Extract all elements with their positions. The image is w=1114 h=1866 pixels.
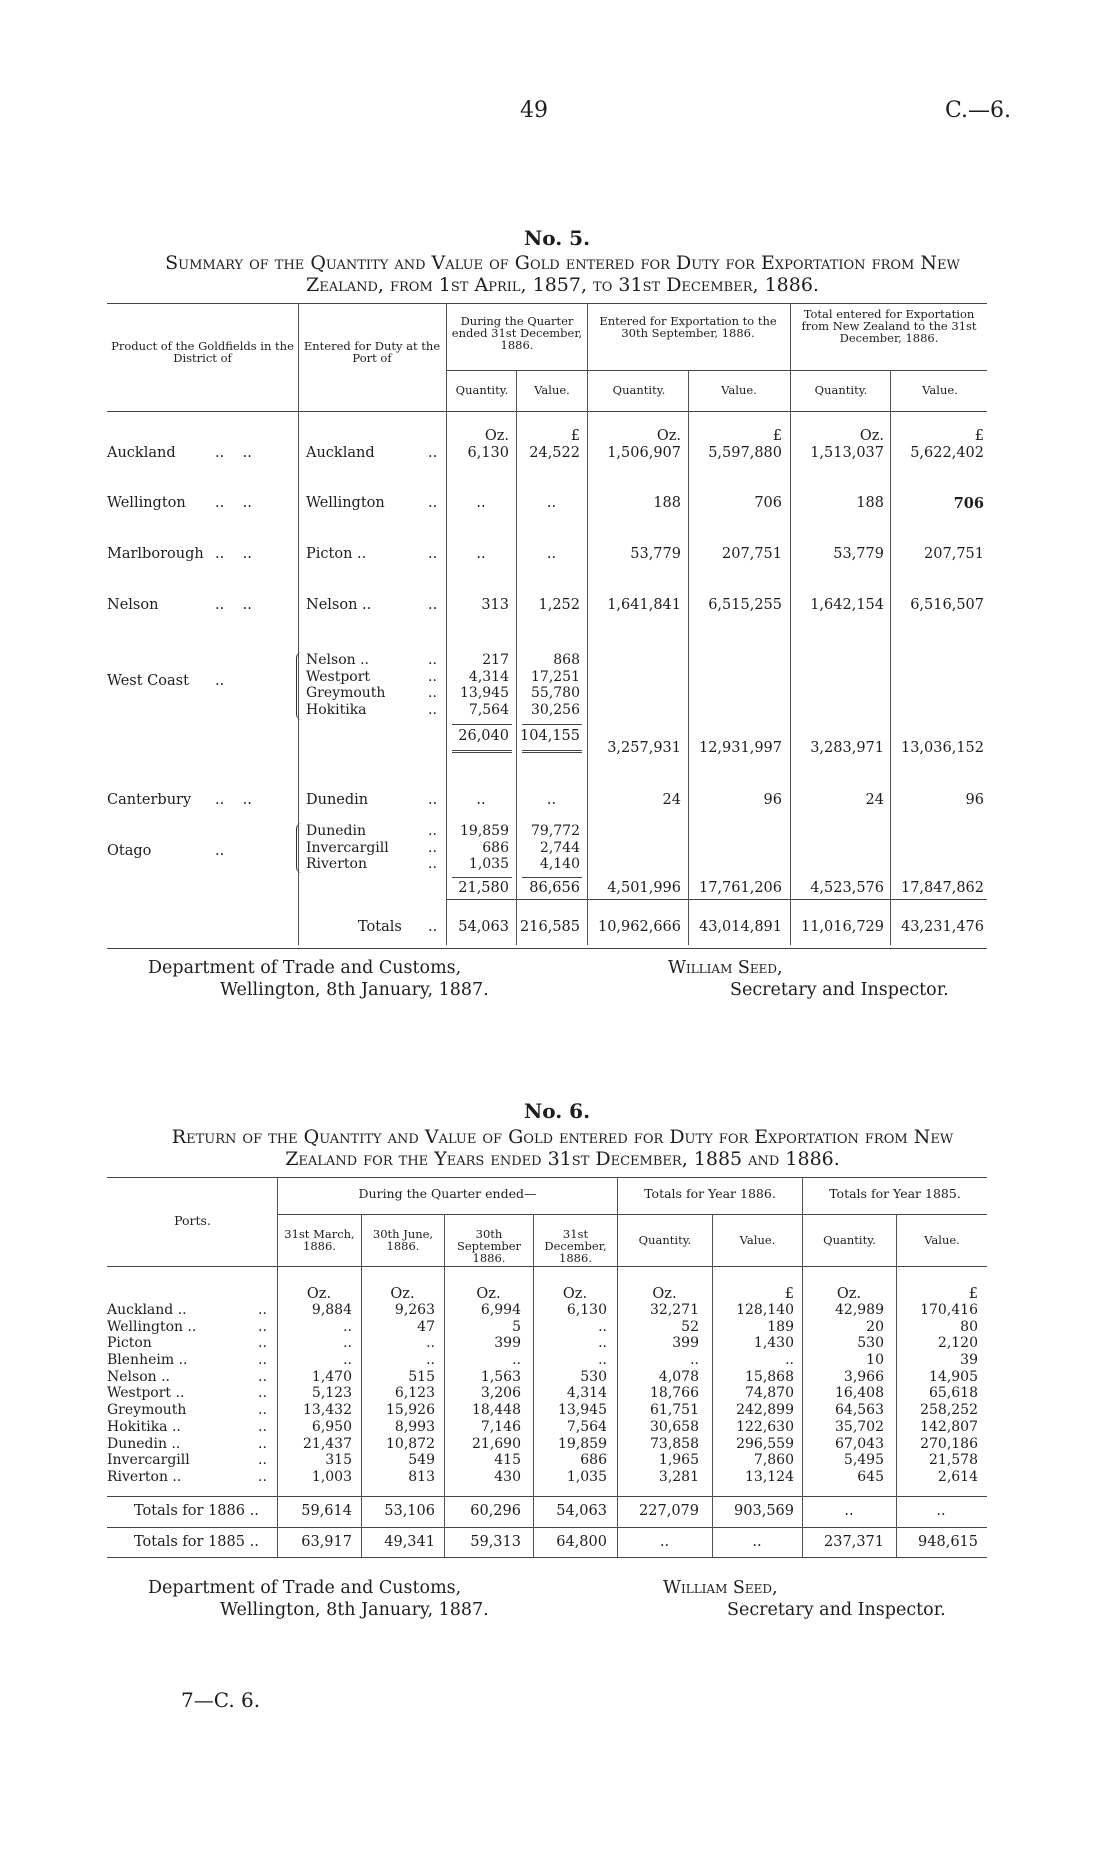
quarter-value: .. [546, 792, 557, 808]
table-6-title-line-1: Return of the Quantity and Value of Gold entered for Duty for Exportation from New [171, 1126, 954, 1148]
totals-label: Totals for 1886 .. [134, 1503, 259, 1519]
cell: 903,569 [734, 1503, 794, 1519]
header-quarter-ended: During the Quarter ended— [358, 1186, 537, 1201]
unit-pound: £ [772, 428, 782, 444]
cell: 6,950 [311, 1418, 352, 1435]
table-5-number: No. 5. [523, 226, 591, 250]
unit-oz: Oz. [562, 1286, 588, 1302]
december-column [533, 1302, 607, 1486]
quarter-quantity: .. [476, 546, 486, 562]
quarter-quantity: 54,063 [458, 919, 509, 935]
export-value: 706 [754, 495, 782, 511]
cell: .. [343, 1318, 352, 1335]
export-value: 207,751 [722, 546, 782, 562]
unit-oz: Oz. [656, 428, 681, 444]
cell: 189 [767, 1318, 794, 1335]
cell: .. [844, 1503, 854, 1519]
cell: 59,614 [301, 1503, 352, 1519]
cell: .. [343, 1352, 352, 1369]
cell: 686 [580, 1452, 607, 1469]
unit-oz: Oz. [476, 1286, 501, 1302]
cell: 59,313 [470, 1534, 521, 1550]
quarter-quantity: 217 [482, 652, 509, 668]
quarter-value: 1,252 [538, 597, 580, 613]
table-6-number: No. 6. [523, 1099, 591, 1123]
cell: 19,859 [558, 1435, 607, 1452]
cell: 47 [417, 1318, 435, 1335]
cell: 530 [857, 1335, 884, 1352]
page-number: 49 [520, 98, 548, 123]
cell: 14,905 [929, 1368, 978, 1385]
cell: 7,146 [480, 1418, 521, 1435]
header-quantity: Quantity. [455, 383, 509, 397]
cell: 4,078 [658, 1368, 699, 1385]
cell: 35,702 [835, 1418, 884, 1435]
cell: 53,106 [384, 1503, 435, 1519]
cell: 9,884 [311, 1302, 352, 1318]
header-quantity-1886: Quantity. [638, 1233, 692, 1247]
unit-pound: £ [784, 1286, 794, 1302]
cell: 49,341 [384, 1534, 435, 1550]
export-value: 17,761,206 [698, 880, 782, 896]
cell: 2,614 [937, 1468, 978, 1485]
place-date-line: Wellington, 8th January, 1887. [220, 1600, 489, 1620]
quarter-quantity: .. [476, 495, 486, 511]
cell: 645 [857, 1468, 884, 1485]
header-value-1885: Value. [924, 1233, 960, 1247]
unit-pound: £ [570, 428, 580, 444]
header-quarter: During the Quarter ended 31st December, 1886. [451, 314, 583, 352]
cell: 30,658 [650, 1418, 699, 1435]
value-1886-column [712, 1302, 794, 1486]
march-column [277, 1302, 352, 1486]
ports-column [107, 1302, 196, 1486]
table-5-title-line-2: Zealand, from 1st April, 1857, to 31st December, 1886. [306, 274, 819, 296]
quarter-value: 79,772 [531, 823, 580, 839]
totals-label: Totals [358, 919, 402, 935]
quarter-quantity: 4,314 [468, 668, 509, 685]
port-name: Westport .. [107, 1385, 185, 1402]
district-name: Wellington [107, 495, 186, 511]
total-quantity: 1,642,154 [810, 597, 884, 613]
unit-pound: £ [974, 428, 984, 444]
cell: 32,271 [650, 1302, 699, 1318]
cell: 1,430 [753, 1335, 794, 1352]
total-value: 17,847,862 [900, 880, 984, 896]
cell: 1,965 [658, 1452, 699, 1469]
cell: 128,140 [736, 1302, 794, 1318]
quarter-quantity: 313 [481, 597, 509, 613]
cell: 52 [681, 1318, 699, 1335]
total-quantity: 24 [865, 792, 884, 808]
cell: 13,124 [745, 1468, 794, 1485]
header-30th-june: 30th June, 1886. [372, 1227, 434, 1253]
total-value: 13,036,152 [900, 740, 984, 756]
place-date-line: Wellington, 8th January, 1887. [220, 980, 489, 1000]
quarter-quantity: 1,035 [468, 856, 509, 873]
cell: 227,079 [639, 1503, 699, 1519]
port-name: Picton .. [306, 546, 367, 562]
cell: 142,807 [920, 1418, 978, 1435]
unit-oz: Oz. [652, 1286, 677, 1302]
quarter-value: 2,744 [539, 839, 580, 856]
cell: 73,858 [650, 1435, 699, 1452]
cell: 80 [960, 1318, 978, 1335]
cell: 6,123 [394, 1385, 435, 1402]
cell: 21,578 [929, 1452, 978, 1469]
cell: .. [936, 1503, 946, 1519]
total-quantity: 4,523,576 [810, 880, 884, 896]
export-value: 5,597,880 [708, 445, 782, 461]
port-name: Wellington [306, 495, 385, 511]
header-31st-december: 31st December, 1886. [544, 1227, 607, 1265]
export-quantity: 3,257,931 [607, 740, 681, 756]
brace [296, 823, 302, 873]
cell: 430 [494, 1468, 521, 1485]
cell: 18,766 [650, 1385, 699, 1402]
cell: .. [690, 1352, 699, 1369]
cell: 415 [494, 1452, 521, 1469]
cell: 10 [866, 1352, 884, 1369]
quarter-quantity: 19,859 [460, 823, 509, 839]
cell: 60,296 [470, 1503, 521, 1519]
cell: 2,120 [937, 1335, 978, 1352]
cell: 515 [408, 1368, 435, 1385]
quarter-value: 4,140 [539, 856, 580, 873]
table-5-title-line-1: Summary of the Quantity and Value of Gold entered for Duty for Exportation from New [165, 252, 960, 274]
header-value: Value. [922, 383, 958, 397]
cell: .. [785, 1352, 794, 1369]
total-quantity: 53,779 [833, 546, 884, 562]
cell: .. [426, 1352, 435, 1369]
total-quantity: 11,016,729 [800, 919, 884, 935]
total-quantity: 188 [856, 495, 884, 511]
cell: 3,966 [843, 1368, 884, 1385]
export-quantity: 188 [653, 495, 681, 511]
signatory-name: William Seed, [663, 1578, 778, 1598]
export-value: 6,515,255 [708, 597, 782, 613]
cell: 8,993 [394, 1418, 435, 1435]
cell: 21,690 [472, 1435, 521, 1452]
department-line: Department of Trade and Customs, [148, 958, 462, 978]
port-name: Picton [107, 1335, 152, 1352]
port-name: Auckland .. [107, 1302, 187, 1318]
cell: 64,563 [835, 1402, 884, 1419]
unit-oz: Oz. [836, 1286, 862, 1302]
export-quantity: 10,962,666 [597, 919, 681, 935]
cell: 7,860 [753, 1452, 794, 1469]
cell: 296,559 [736, 1435, 794, 1452]
signatory-name: William Seed, [668, 958, 783, 978]
cell: 39 [960, 1352, 978, 1369]
port-name: Greymouth [306, 685, 386, 702]
cell: 61,751 [650, 1402, 699, 1419]
header-value-1886: Value. [739, 1233, 776, 1247]
quarter-value: 24,522 [529, 445, 580, 461]
port-name: Nelson .. [306, 652, 369, 668]
cell: 813 [408, 1468, 435, 1485]
cell: 42,989 [835, 1302, 884, 1318]
quarter-quantity: 13,945 [460, 685, 509, 702]
total-value: 6,516,507 [910, 597, 984, 613]
header-quantity: Quantity. [814, 383, 868, 397]
unit-oz: Oz. [859, 428, 884, 444]
quarter-value: .. [546, 546, 557, 562]
cell: 1,003 [311, 1468, 352, 1485]
cell: 242,899 [736, 1402, 794, 1419]
port-name: Dunedin [306, 823, 366, 839]
cell: 6,994 [480, 1302, 521, 1318]
cell: 5 [512, 1318, 521, 1335]
quarter-value: 216,585 [520, 919, 580, 935]
header-entered-port: Entered for Duty at the Port of [303, 339, 441, 365]
export-quantity: 1,506,907 [607, 445, 681, 461]
cell: .. [426, 1335, 435, 1352]
cell: .. [343, 1335, 352, 1352]
cell: 5,495 [843, 1452, 884, 1469]
port-name: Invercargill [107, 1452, 190, 1469]
port-name: Wellington .. [107, 1318, 197, 1335]
signatory-title: Secretary and Inspector. [730, 980, 949, 1000]
header-quantity: Quantity. [612, 383, 666, 397]
district-name: Marlborough [107, 546, 204, 562]
brace [296, 652, 302, 720]
header-30th-september: 30th September 1886. [456, 1227, 522, 1265]
district-name: West Coast [107, 673, 189, 689]
total-value: 706 [953, 495, 984, 512]
port-name: Westport [306, 668, 371, 685]
cell: 5,123 [311, 1385, 352, 1402]
cell: 15,868 [745, 1368, 794, 1385]
quarter-quantity: 686 [482, 839, 509, 856]
cell: 270,186 [920, 1435, 978, 1452]
cell: 549 [408, 1452, 435, 1469]
cell: 7,564 [566, 1418, 607, 1435]
total-value: 5,622,402 [910, 445, 984, 461]
header-value: Value. [721, 383, 757, 397]
value-1885-column [896, 1302, 978, 1486]
port-name: Riverton [306, 856, 367, 873]
subtotal-value: 86,656 [529, 880, 580, 896]
export-value: 96 [763, 792, 782, 808]
district-name: Auckland [107, 445, 176, 461]
cell: 21,437 [303, 1435, 352, 1452]
page-footer-reference: 7—C. 6. [181, 1688, 261, 1712]
cell: .. [598, 1352, 607, 1369]
port-name: Dunedin .. [107, 1435, 181, 1452]
cell: 4,314 [566, 1385, 607, 1402]
cell: 6,130 [566, 1302, 607, 1318]
cell: 3,206 [480, 1385, 521, 1402]
cell: 1,563 [480, 1368, 521, 1385]
cell: .. [512, 1352, 521, 1369]
export-quantity: 4,501,996 [607, 880, 681, 896]
port-name: Hokitika [306, 702, 367, 719]
cell: 258,252 [920, 1402, 978, 1419]
cell: 54,063 [556, 1503, 607, 1519]
header-totals-1886: Totals for Year 1886. [644, 1186, 776, 1201]
export-quantity: 1,641,841 [607, 597, 681, 613]
header-ports: Ports. [174, 1213, 211, 1228]
cell: 74,870 [745, 1385, 794, 1402]
district-name: Otago [107, 843, 152, 859]
port-name: Dunedin [306, 792, 369, 808]
quarter-quantity: 7,564 [468, 702, 509, 719]
port-name: Nelson .. [107, 1368, 170, 1385]
june-column [361, 1302, 435, 1486]
cell: 13,432 [303, 1402, 352, 1419]
total-value: 43,231,476 [900, 919, 984, 935]
cell: 1,035 [566, 1468, 607, 1485]
unit-oz: Oz. [390, 1286, 415, 1302]
document-reference: C.—6. [945, 98, 1012, 123]
subtotal-quantity: 21,580 [458, 880, 509, 896]
port-name: Riverton .. [107, 1468, 182, 1485]
cell: 315 [325, 1452, 352, 1469]
cell: 1,470 [311, 1368, 352, 1385]
cell: 237,371 [824, 1534, 884, 1550]
subtotal-quantity: 26,040 [458, 728, 509, 744]
department-line: Department of Trade and Customs, [148, 1578, 462, 1598]
quantity-1885-column [802, 1302, 884, 1486]
export-value: 12,931,997 [698, 740, 782, 756]
table-6-title-line-2: Zealand for the Years ended 31st December, 1885 and 1886. [285, 1148, 840, 1170]
totals-label: Totals for 1885 .. [134, 1534, 259, 1550]
port-name: Blenheim .. [107, 1352, 188, 1369]
header-quantity-1885: Quantity. [823, 1233, 876, 1247]
cell: 15,926 [386, 1402, 435, 1419]
header-exportation: Entered for Exportation to the 30th September, 1886. [599, 314, 777, 340]
quarter-value: 17,251 [531, 668, 580, 685]
header-value: Value. [534, 383, 570, 397]
total-quantity: 3,283,971 [810, 740, 884, 756]
total-value: 207,751 [924, 546, 984, 562]
signatory-title: Secretary and Inspector. [727, 1600, 946, 1620]
header-31st-march: 31st March, 1886. [284, 1227, 355, 1253]
quarter-value: 868 [553, 652, 580, 668]
cell: 948,615 [918, 1534, 978, 1550]
cell: 399 [494, 1335, 521, 1352]
unit-pound: £ [968, 1286, 978, 1302]
quarter-value: .. [546, 495, 557, 511]
unit-oz: Oz. [306, 1286, 332, 1302]
quarter-quantity: 6,130 [467, 445, 509, 461]
quarter-value: 55,780 [531, 685, 580, 702]
cell: 67,043 [835, 1435, 884, 1452]
district-name: Canterbury [107, 792, 192, 808]
cell: 64,800 [556, 1534, 607, 1550]
cell: 399 [672, 1335, 699, 1352]
cell: .. [752, 1534, 762, 1550]
header-total-exported: Total entered for Exportation from New Zealand to the 31st December, 1886. [801, 307, 977, 345]
total-quantity: 1,513,037 [810, 445, 884, 461]
cell: 65,618 [929, 1385, 978, 1402]
quarter-value: 30,256 [531, 702, 580, 719]
district-name: Nelson [107, 597, 159, 613]
total-value: 96 [965, 792, 984, 808]
export-value: 43,014,891 [698, 919, 782, 935]
unit-oz: Oz. [484, 428, 509, 444]
cell: 10,872 [386, 1435, 435, 1452]
cell: 16,408 [835, 1385, 884, 1402]
export-quantity: 53,779 [630, 546, 681, 562]
port-name: Nelson .. [306, 597, 372, 613]
cell: 530 [580, 1368, 607, 1385]
cell: 9,263 [394, 1302, 435, 1318]
cell: .. [598, 1318, 607, 1335]
cell: .. [659, 1534, 670, 1550]
port-name: Hokitika .. [107, 1418, 181, 1435]
cell: 18,448 [472, 1402, 521, 1419]
quantity-1886-column [617, 1302, 699, 1486]
header-totals-1885: Totals for Year 1885. [829, 1186, 961, 1201]
port-name: Greymouth [107, 1402, 187, 1419]
september-column [444, 1302, 521, 1486]
subtotal-value: 104,155 [520, 728, 580, 744]
header-product: Product of the Goldfields in the District of [111, 339, 294, 365]
cell: 3,281 [658, 1468, 699, 1485]
cell: 170,416 [920, 1302, 978, 1318]
cell: .. [598, 1335, 607, 1352]
quarter-quantity: .. [476, 792, 486, 808]
cell: 63,917 [301, 1534, 352, 1550]
cell: 20 [866, 1318, 884, 1335]
port-name: Auckland [306, 445, 375, 461]
export-quantity: 24 [662, 792, 681, 808]
cell: 13,945 [558, 1402, 607, 1419]
cell: 122,630 [736, 1418, 794, 1435]
port-name: Invercargill [306, 839, 389, 856]
